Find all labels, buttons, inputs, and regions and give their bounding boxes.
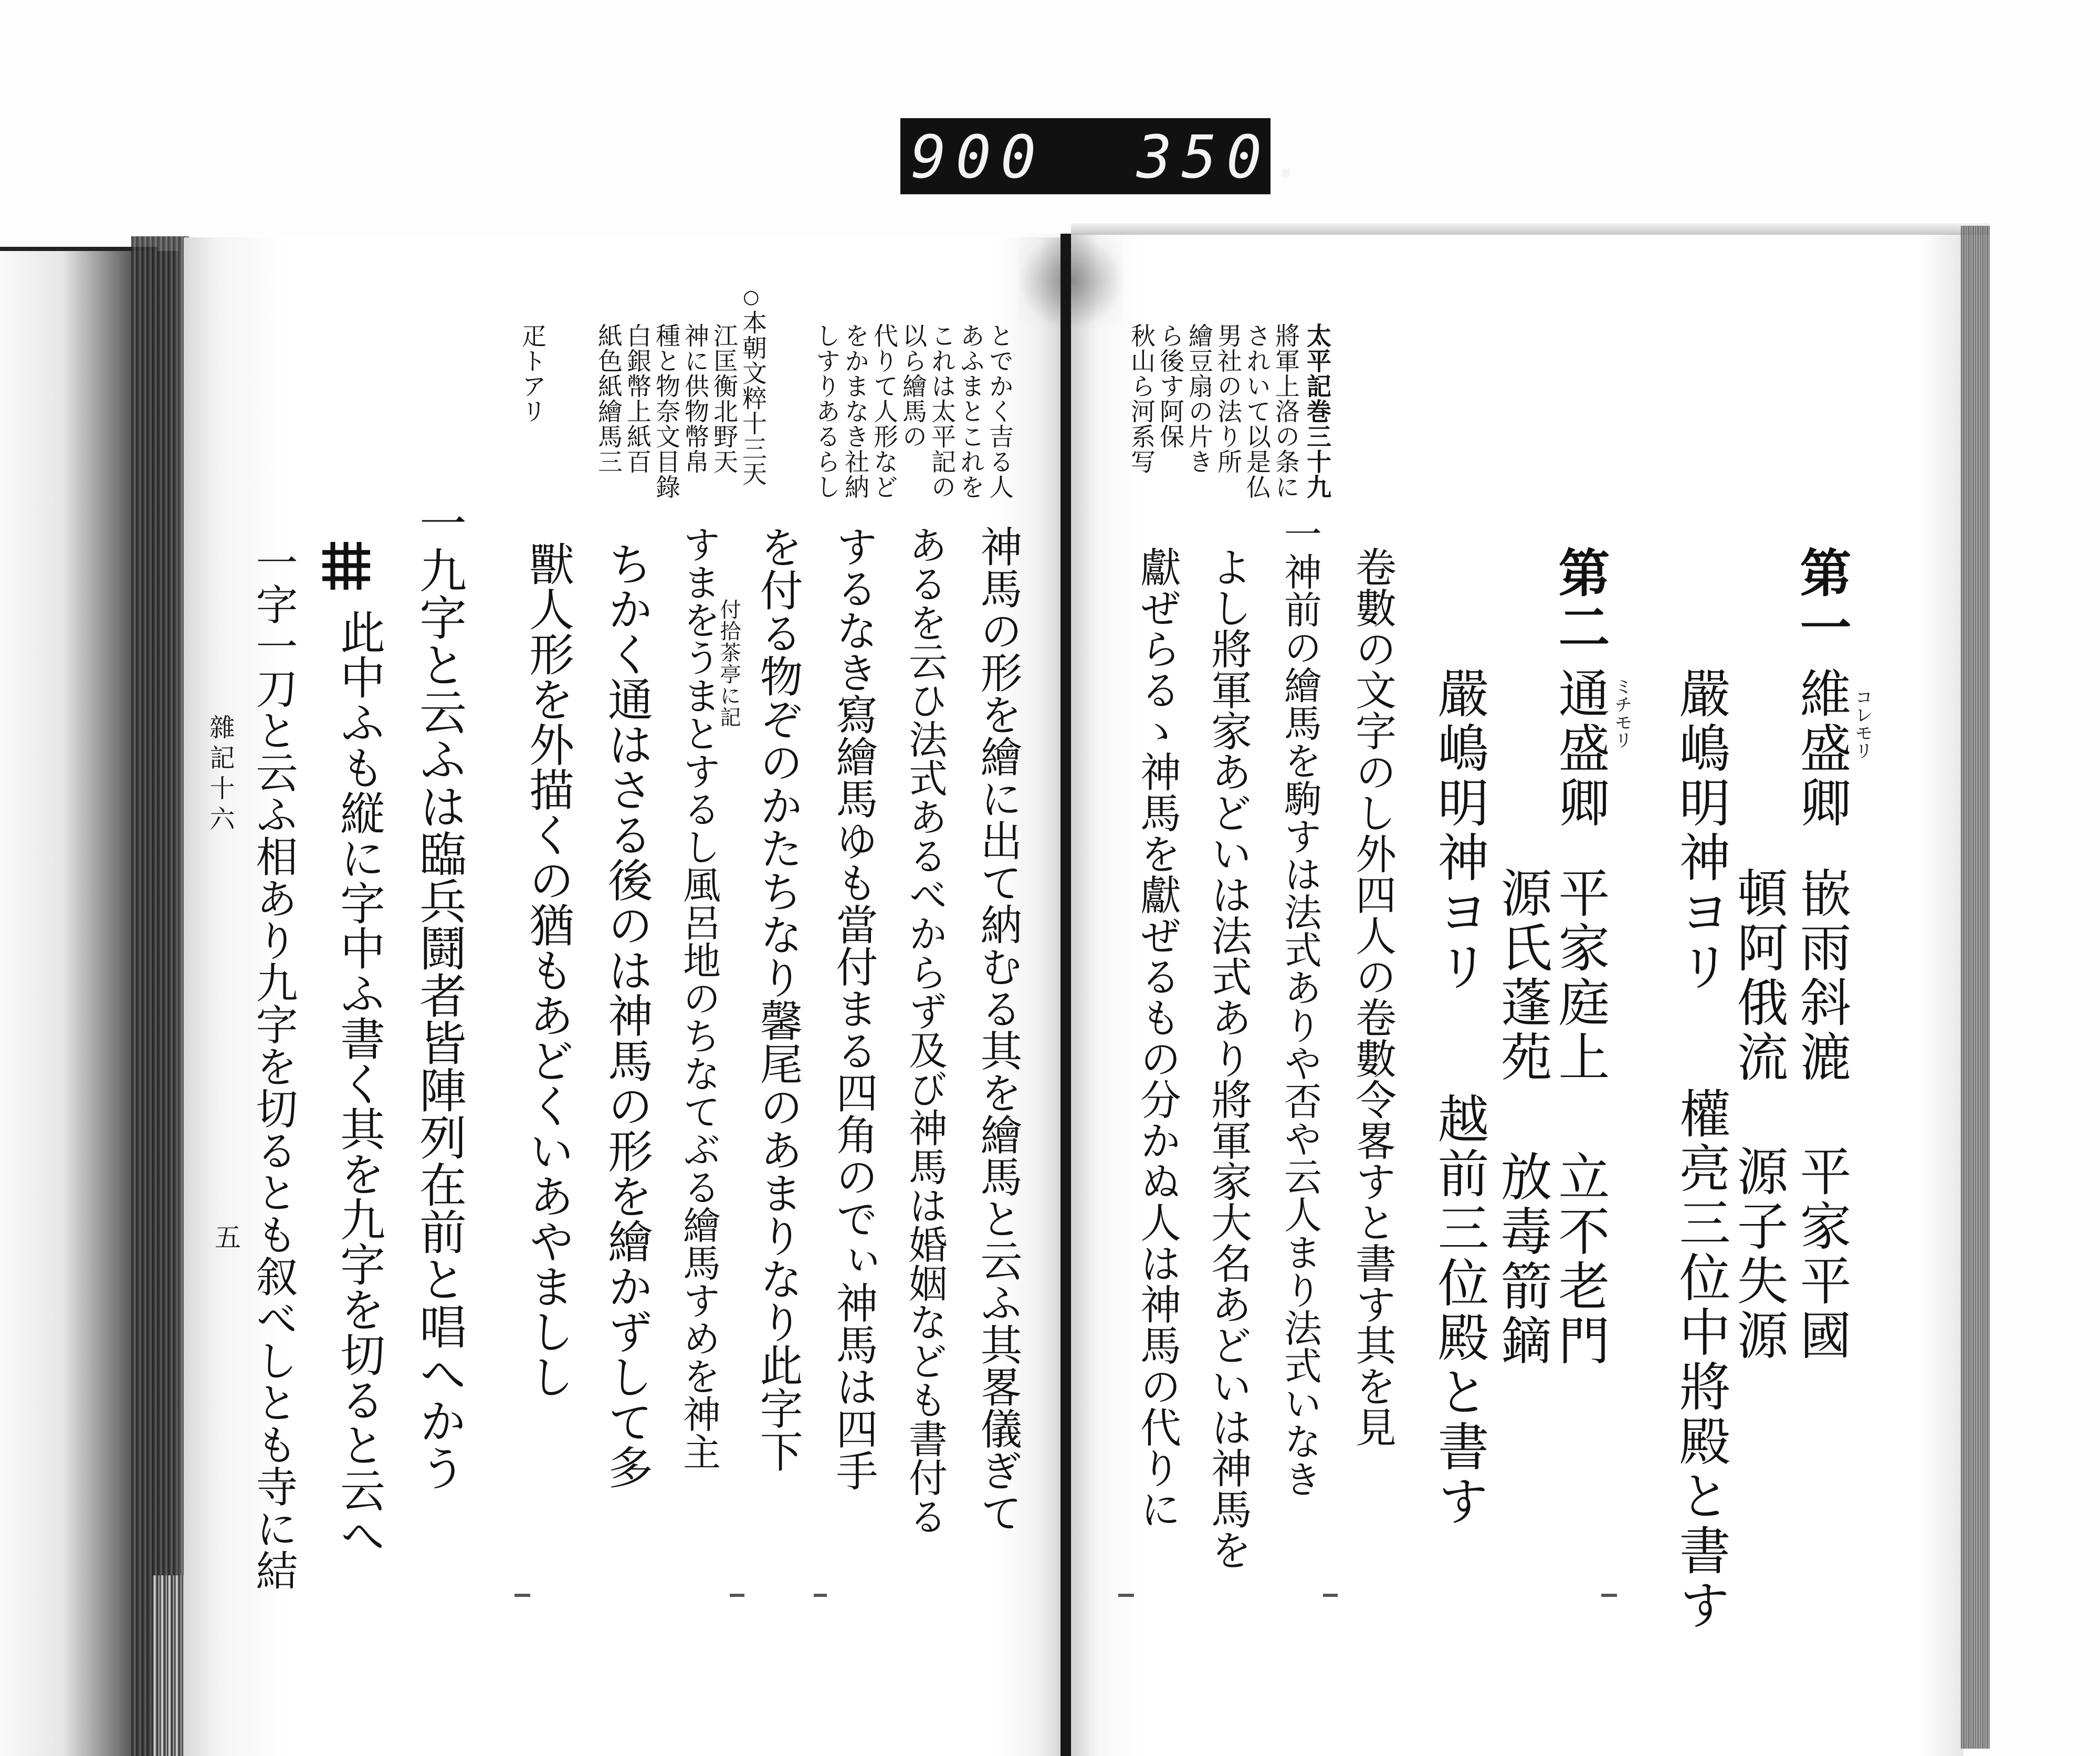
- grid-mark-icon: [321, 541, 371, 591]
- book-gutter: [1060, 234, 1071, 1756]
- left-column: 此中ふも縦に字中ふ書く其を九字を切ると云へ: [332, 609, 385, 1558]
- note-marker: ○: [743, 286, 760, 308]
- ruby-reading: コレモリ: [1852, 688, 1873, 759]
- heading-first: 第一: [1791, 546, 1852, 655]
- right-column: 平家平國: [1791, 1145, 1851, 1363]
- left-column: 神馬の形を繪に出て納むる其を繪馬と云ふ其畧儀ぎて: [973, 525, 1022, 1533]
- right-column: 一神前の繪馬を駒すは法式ありや否や云人まり法式いなき: [1278, 515, 1322, 1498]
- margin-note: 太平記巻三十九: [1303, 323, 1331, 499]
- right-column: 通盛卿: [1550, 667, 1610, 831]
- margin-note: 白銀幣上紙百: [623, 323, 652, 474]
- right-column: よし將軍家あどいは法式あり將軍家大名あどいは神馬を: [1204, 546, 1252, 1570]
- margin-note: ら後す阿保: [1156, 323, 1184, 449]
- right-column: 嚴嶋明神ヨリ: [1429, 667, 1489, 995]
- right-page-top-edge: [1071, 223, 1990, 235]
- heading-second: 第二: [1550, 546, 1610, 655]
- margin-note: これは太平記の: [927, 323, 956, 499]
- margin-note: されいて以是仏: [1242, 323, 1271, 499]
- bottom-mark: [1323, 1594, 1338, 1597]
- left-column: ちかく通はさる後のは神馬の形を繪かずして多: [600, 541, 653, 1489]
- margin-note: とでかく吉る人: [985, 323, 1014, 499]
- scan-number-left: 900: [911, 123, 1046, 192]
- margin-note: をかまなき社納: [841, 323, 869, 499]
- margin-note: 繪豆扇の片き: [1184, 323, 1213, 474]
- left-page-edges: [131, 236, 189, 1756]
- left-column: を付る物ぞのかたちなり馨尾のあまりなり此字下: [753, 525, 803, 1472]
- left-column: 獸人形を外描くの猶もあどくいあやましし: [521, 541, 574, 1399]
- right-column: 嵌雨斜漉: [1791, 866, 1851, 1085]
- margin-note: 種と物奈文目錄: [652, 323, 680, 499]
- section-label: 雜記十六: [205, 714, 235, 836]
- left-column: 一九字と云ふは臨兵鬪者皆陣列在前と唱へかう: [411, 499, 466, 1491]
- margin-note: 代りて人形など: [869, 323, 898, 499]
- bottom-mark: [1601, 1594, 1617, 1597]
- scan-number-right: 350.: [1137, 123, 1316, 192]
- margin-note: 本朝文粹十三天: [738, 310, 767, 486]
- margin-note: 秋山ら河系写: [1127, 323, 1156, 474]
- margin-note: 紙色紙繪馬三: [594, 323, 623, 474]
- right-column: 平家庭上: [1550, 866, 1610, 1085]
- bottom-mark: [814, 1594, 827, 1597]
- right-column: 權亮三位中將殿と書す: [1671, 1087, 1730, 1633]
- ruby-reading: ミチモリ: [1611, 677, 1632, 749]
- left-column: あるを云ひ法式あるべからず及び神馬は婚姻なども書付る: [902, 525, 948, 1535]
- right-column: 立不老門: [1550, 1150, 1610, 1368]
- bottom-mark: [730, 1594, 744, 1597]
- right-column: 頓阿俄流: [1728, 866, 1788, 1085]
- inline-note: 付拾茶亭に記: [717, 599, 741, 728]
- right-column: 放毒箭鏑: [1492, 1150, 1552, 1368]
- margin-note: 男社の法り所: [1213, 323, 1242, 474]
- gutter-shadow: [1018, 234, 1124, 328]
- margin-note: しすりあるらし: [812, 323, 841, 499]
- margin-note: あふまとこれを: [956, 323, 985, 499]
- margin-note: 神に供物幣帛: [680, 323, 709, 474]
- margin-note: 以ら繪馬の: [898, 323, 927, 449]
- bottom-mark: [1118, 1594, 1134, 1597]
- right-column: 越前三位殿と書す: [1429, 1092, 1489, 1529]
- right-column: 獻ぜらるゝ神馬を獻ぜるもの分かぬ人は神馬の代りに: [1133, 546, 1181, 1529]
- left-column: 一字一刀と云ふ相あり九字を切るとも叙べしとも寺に結: [249, 541, 298, 1591]
- scanner-number-label: [900, 118, 1316, 194]
- right-column: 維盛卿: [1791, 667, 1851, 831]
- margin-note: 江匡衡北野天: [709, 323, 738, 474]
- margin-note: 將軍上洛の条に: [1271, 323, 1300, 499]
- bottom-mark: [514, 1594, 530, 1597]
- right-page-edges: [1961, 226, 1990, 1749]
- margin-note: 疋トアリ: [518, 323, 547, 424]
- right-column: 卷數の文字のし外四人の卷數令畧すと書す其を見: [1349, 546, 1396, 1447]
- right-column: 嚴嶋明神ヨリ: [1671, 667, 1730, 995]
- left-column: するなき寫繪馬ゆも當付まる四角のでぃ神馬は四手: [829, 525, 878, 1491]
- left-column: すまをうまとするし風呂地のちなてぶる繪馬すめを神主: [677, 525, 721, 1470]
- right-column: 源子失源: [1728, 1145, 1788, 1363]
- page-number: 五: [211, 1224, 241, 1250]
- right-column: 源氏蓬苑: [1492, 866, 1552, 1085]
